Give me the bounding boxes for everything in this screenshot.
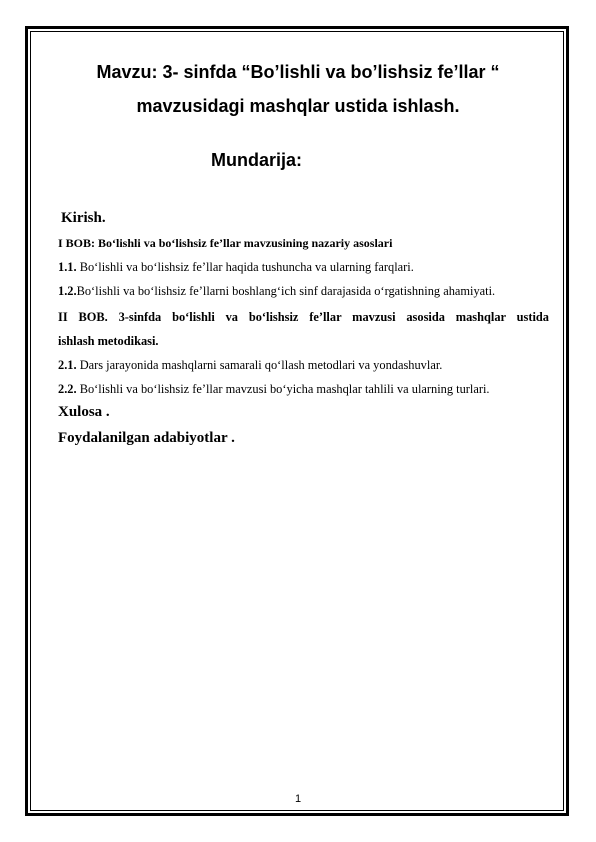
toc-item-number: 2.2. bbox=[58, 382, 77, 396]
toc-item-text: Bo‘lishli va bo‘lishsiz fe’llarni boshlang‘ich sinf darajasida o‘rgatishning ahamiyati. bbox=[76, 284, 496, 298]
toc-item-text: Dars jarayonida mashqlarni samarali qo‘llash metodlari va yondashuvlar. bbox=[76, 358, 443, 372]
toc-chapter-1: I BOB: Bo‘lishli va bo‘lishsiz fe’llar mavzusining nazariy asoslari bbox=[58, 236, 393, 250]
toc-item-text: Bo‘lishli va bo‘lishsiz fe’llar haqida tushuncha va ularning farqlari. bbox=[76, 260, 414, 274]
toc-item-2-1 bbox=[58, 358, 549, 373]
document-title-line-2: mavzusidagi mashqlar ustida ishlash. bbox=[136, 96, 460, 116]
toc-item-text: Bo‘lishli va bo‘lishsiz fe’llar mavzusi bo‘yicha mashqlar tahlili va ularning turlari. bbox=[76, 382, 490, 396]
toc-item-1-2 bbox=[58, 284, 549, 299]
page-border-inner bbox=[30, 31, 564, 811]
toc-item-number: 2.1. bbox=[58, 358, 77, 372]
toc-chapter-2-line-1: II BOB. 3-sinfda bo‘lishli va bo‘lishsiz fe’llar mavzusi asosida mashqlar ustida bbox=[58, 310, 549, 324]
table-of-contents-heading: Mundarija: bbox=[211, 150, 303, 170]
toc-item-number: 1.2. bbox=[58, 284, 77, 298]
toc-item-2-2 bbox=[58, 382, 549, 397]
toc-intro: Kirish. bbox=[61, 210, 106, 226]
toc-item-1-1 bbox=[58, 260, 549, 275]
toc-item-number: 1.1. bbox=[58, 260, 77, 274]
document-title-line-1: Mavzu: 3- sinfda “Bo’lishli va bo’lishsiz fe’llar “ bbox=[96, 62, 500, 82]
toc-chapter-2-line-2: ishlash metodikasi. bbox=[58, 334, 159, 348]
toc-conclusion: Xulosa . bbox=[58, 404, 110, 420]
page-number: 1 bbox=[294, 793, 302, 805]
toc-references: Foydalanilgan adabiyotlar . bbox=[58, 430, 235, 446]
